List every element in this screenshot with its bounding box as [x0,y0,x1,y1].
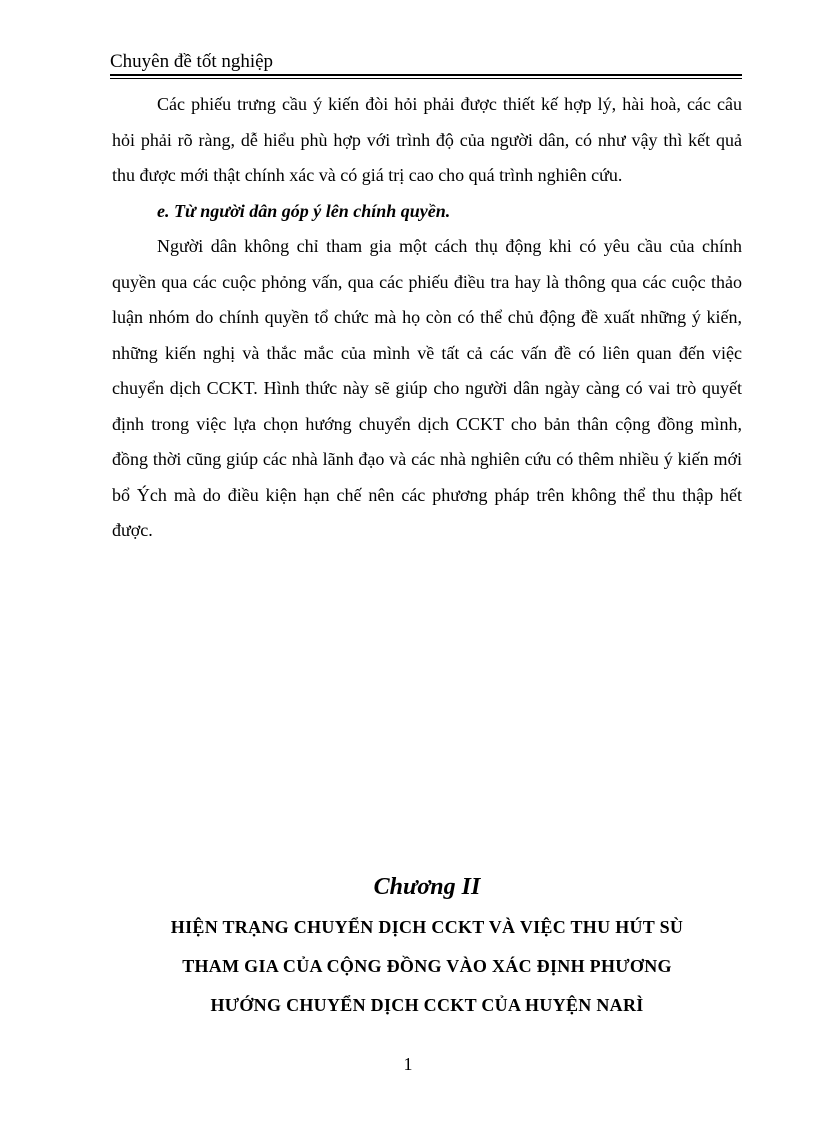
chapter-label: Chương II [373,874,481,900]
page-header: Chuyên đề tốt nghiệp [110,51,274,72]
header-rule [110,74,742,79]
page-number: 1 [403,1054,413,1074]
section-subheading: e. Từ người dân góp ý lên chính quyền. [157,200,451,221]
chapter-title-line-1: HIỆN TRẠNG CHUYỂN DỊCH CCKT VÀ VIỆC THU HÚT SÙ [170,917,684,937]
body-text [112,87,742,549]
paragraph-citizen-feedback: Người dân không chỉ tham gia một cách thụ động khi có yêu cầu của chính quyền qua các cuộc phỏng vấn, qua các phiếu điều tra hay là thông qua các cuộc thảo luận nhóm do chính quyền tổ chức mà họ còn có thể chủ động đề xuất những ý kiến, những kiến nghị và thắc mắc của mình về tất cả các vấn đề có liên quan đến việc chuyển dịch CCKT. Hình thức này sẽ giúp cho người dân ngày càng có vai trò quyết định trong việc lựa chọn hướng chuyển dịch CCKT cho bản thân cộng đồng mình, đồng thời cũng giúp các nhà lãnh đạo và các nhà nghiên cứu có thêm nhiều ý kiến mới bổ Ých mà do điều kiện hạn chế nên các phương pháp trên không thể thu thập hết được. [112,236,742,540]
chapter-title-line-2: THAM GIA CỦA CỘNG ĐỒNG VÀO XÁC ĐỊNH PHƯƠNG [182,956,672,976]
chapter-title-line-3: HƯỚNG CHUYỂN DỊCH CCKT CỦA HUYỆN NARÌ [210,995,644,1015]
chapter-heading [112,870,742,1025]
chapter-title [112,908,742,1025]
paragraph-survey-forms: Các phiếu trưng cầu ý kiến đòi hỏi phải được thiết kế hợp lý, hài hoà, các câu hỏi phải rõ ràng, dễ hiểu phù hợp với trình độ của người dân, có như vậy thì kết quả thu được mới thật chính xác và có giá trị cao cho quá trình nghiên cứu. [112,94,742,185]
